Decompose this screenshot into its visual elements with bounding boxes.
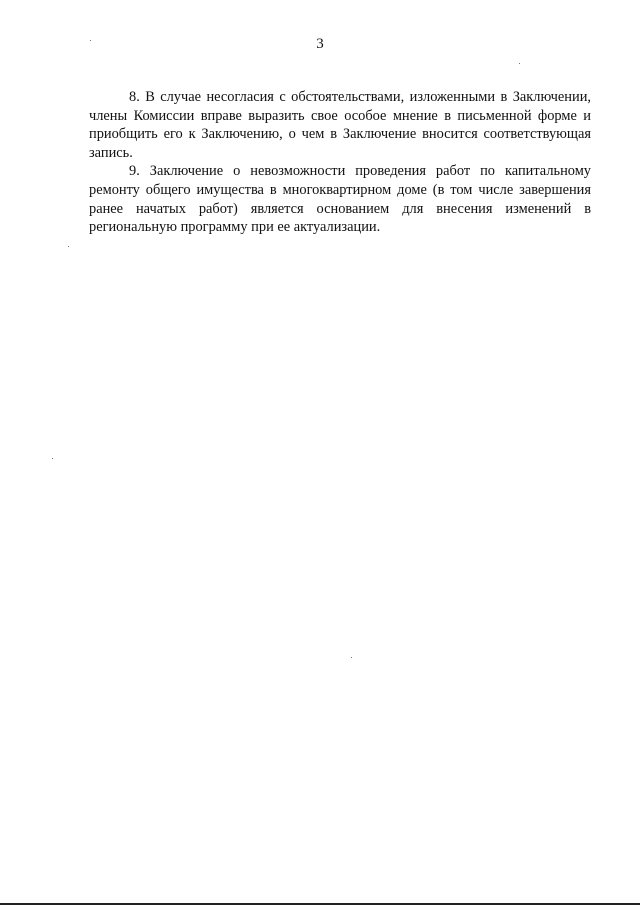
paragraph-9: 9. Заключение о невозможности проведения работ по капитальному ремонту общего имущества в многоквартирном доме (в том числе завершения ранее начатых работ) является основанием для внесения изменений в региональную программу при ее актуализации. [89,163,591,236]
scan-speck [351,657,352,658]
page-number: 3 [316,36,324,52]
scan-speck [519,63,520,64]
document-body [89,88,591,237]
scan-speck [52,458,53,459]
scan-speck [68,246,69,247]
paragraph-8: 8. В случае несогласия с обстоятельствами, изложенными в Заключении, члены Комиссии вправе выразить свое особое мнение в письменной форме и приобщить его к Заключению, о чем в Заключение вносится соответствующая запись. [89,89,591,161]
scan-speck [90,40,91,41]
